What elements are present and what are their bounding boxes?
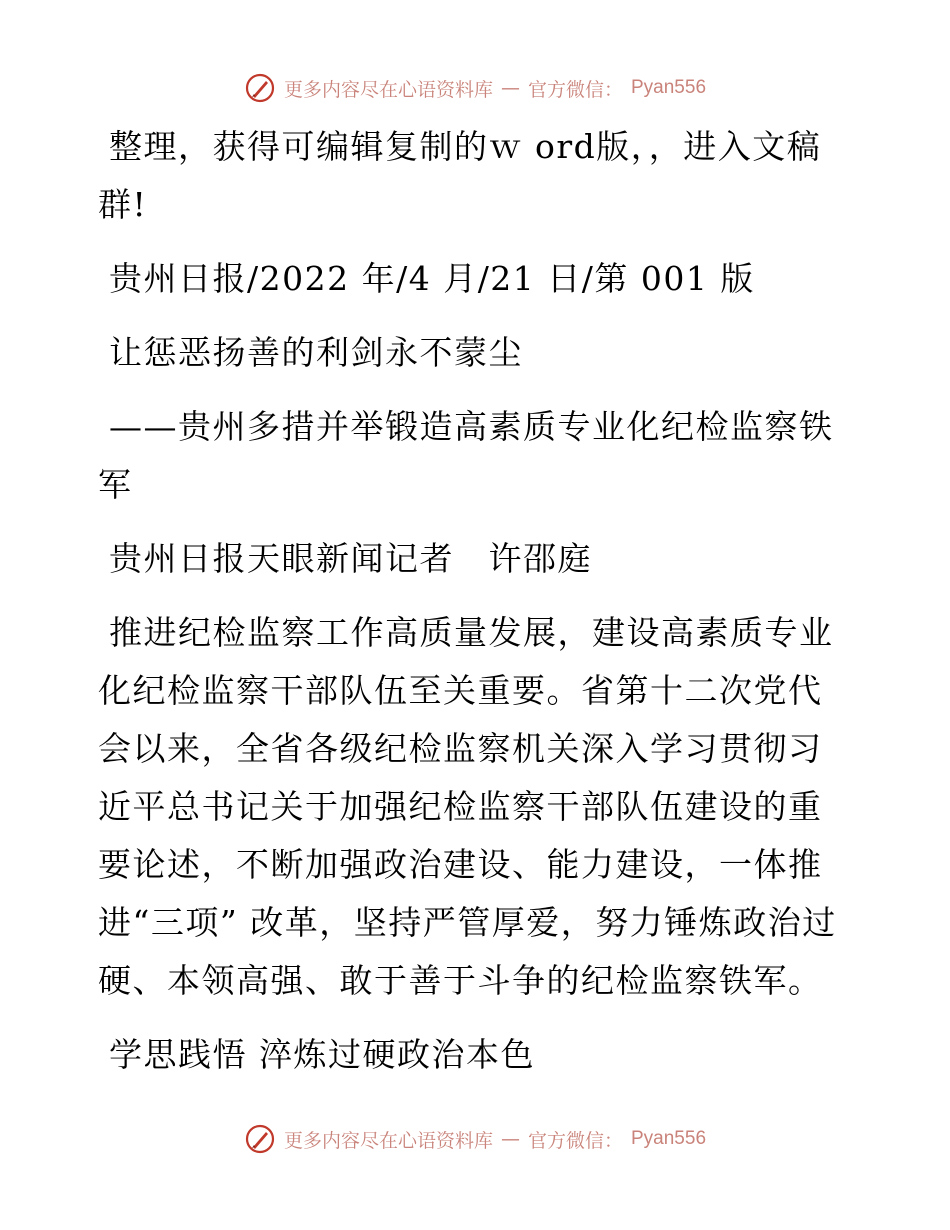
banner-brand-text: 更多内容尽在心语资料库 <box>283 78 493 101</box>
quill-pen-icon <box>244 1123 276 1155</box>
body-paragraph: 推进纪检监察工作高质量发展，建设高素质专业化纪检监察干部队伍至关重要。省第十二次党代会以来，全省各级纪检监察机关深入学习贯彻习近平总书记关于加强纪检监察干部队伍建设的重要论述，不断加强政治建设、能力建设，一体推进“三项” 改革，坚持严管厚爱，努力锤炼政治过硬、本领高强、敢于善于斗争的纪检监察铁军。 <box>98 613 837 1000</box>
section-heading: 学思践悟 淬炼过硬政治本色 <box>109 1035 535 1074</box>
intro-text: 整理，获得可编辑复制的ｗ ord版，，进入文稿群! <box>98 127 822 224</box>
byline: 贵州日报天眼新闻记者 许邵庭 <box>109 539 592 578</box>
source-line: 贵州日报/2022 年/4 月/21 日/第 001 版 <box>109 259 755 298</box>
banner-brand-text: 更多内容尽在心语资料库 <box>283 1129 493 1152</box>
article-title: 让惩恶扬善的利剑永不蒙尘 <box>109 333 523 372</box>
header-banner <box>0 72 950 104</box>
banner-wechat-id: Pyan556 <box>631 1128 707 1149</box>
quill-pen-icon <box>244 72 276 104</box>
article-subtitle: ——贵州多措并举锻造高素质专业化纪检监察铁军 <box>98 407 834 504</box>
banner-wechat-label: 官方微信： <box>527 1129 623 1152</box>
banner-separator: — <box>500 1128 520 1150</box>
banner-wechat-id: Pyan556 <box>631 77 707 98</box>
banner-wechat-label: 官方微信： <box>527 78 623 101</box>
document-body <box>98 118 850 1084</box>
footer-banner <box>0 1123 950 1155</box>
banner-separator: — <box>500 77 520 99</box>
